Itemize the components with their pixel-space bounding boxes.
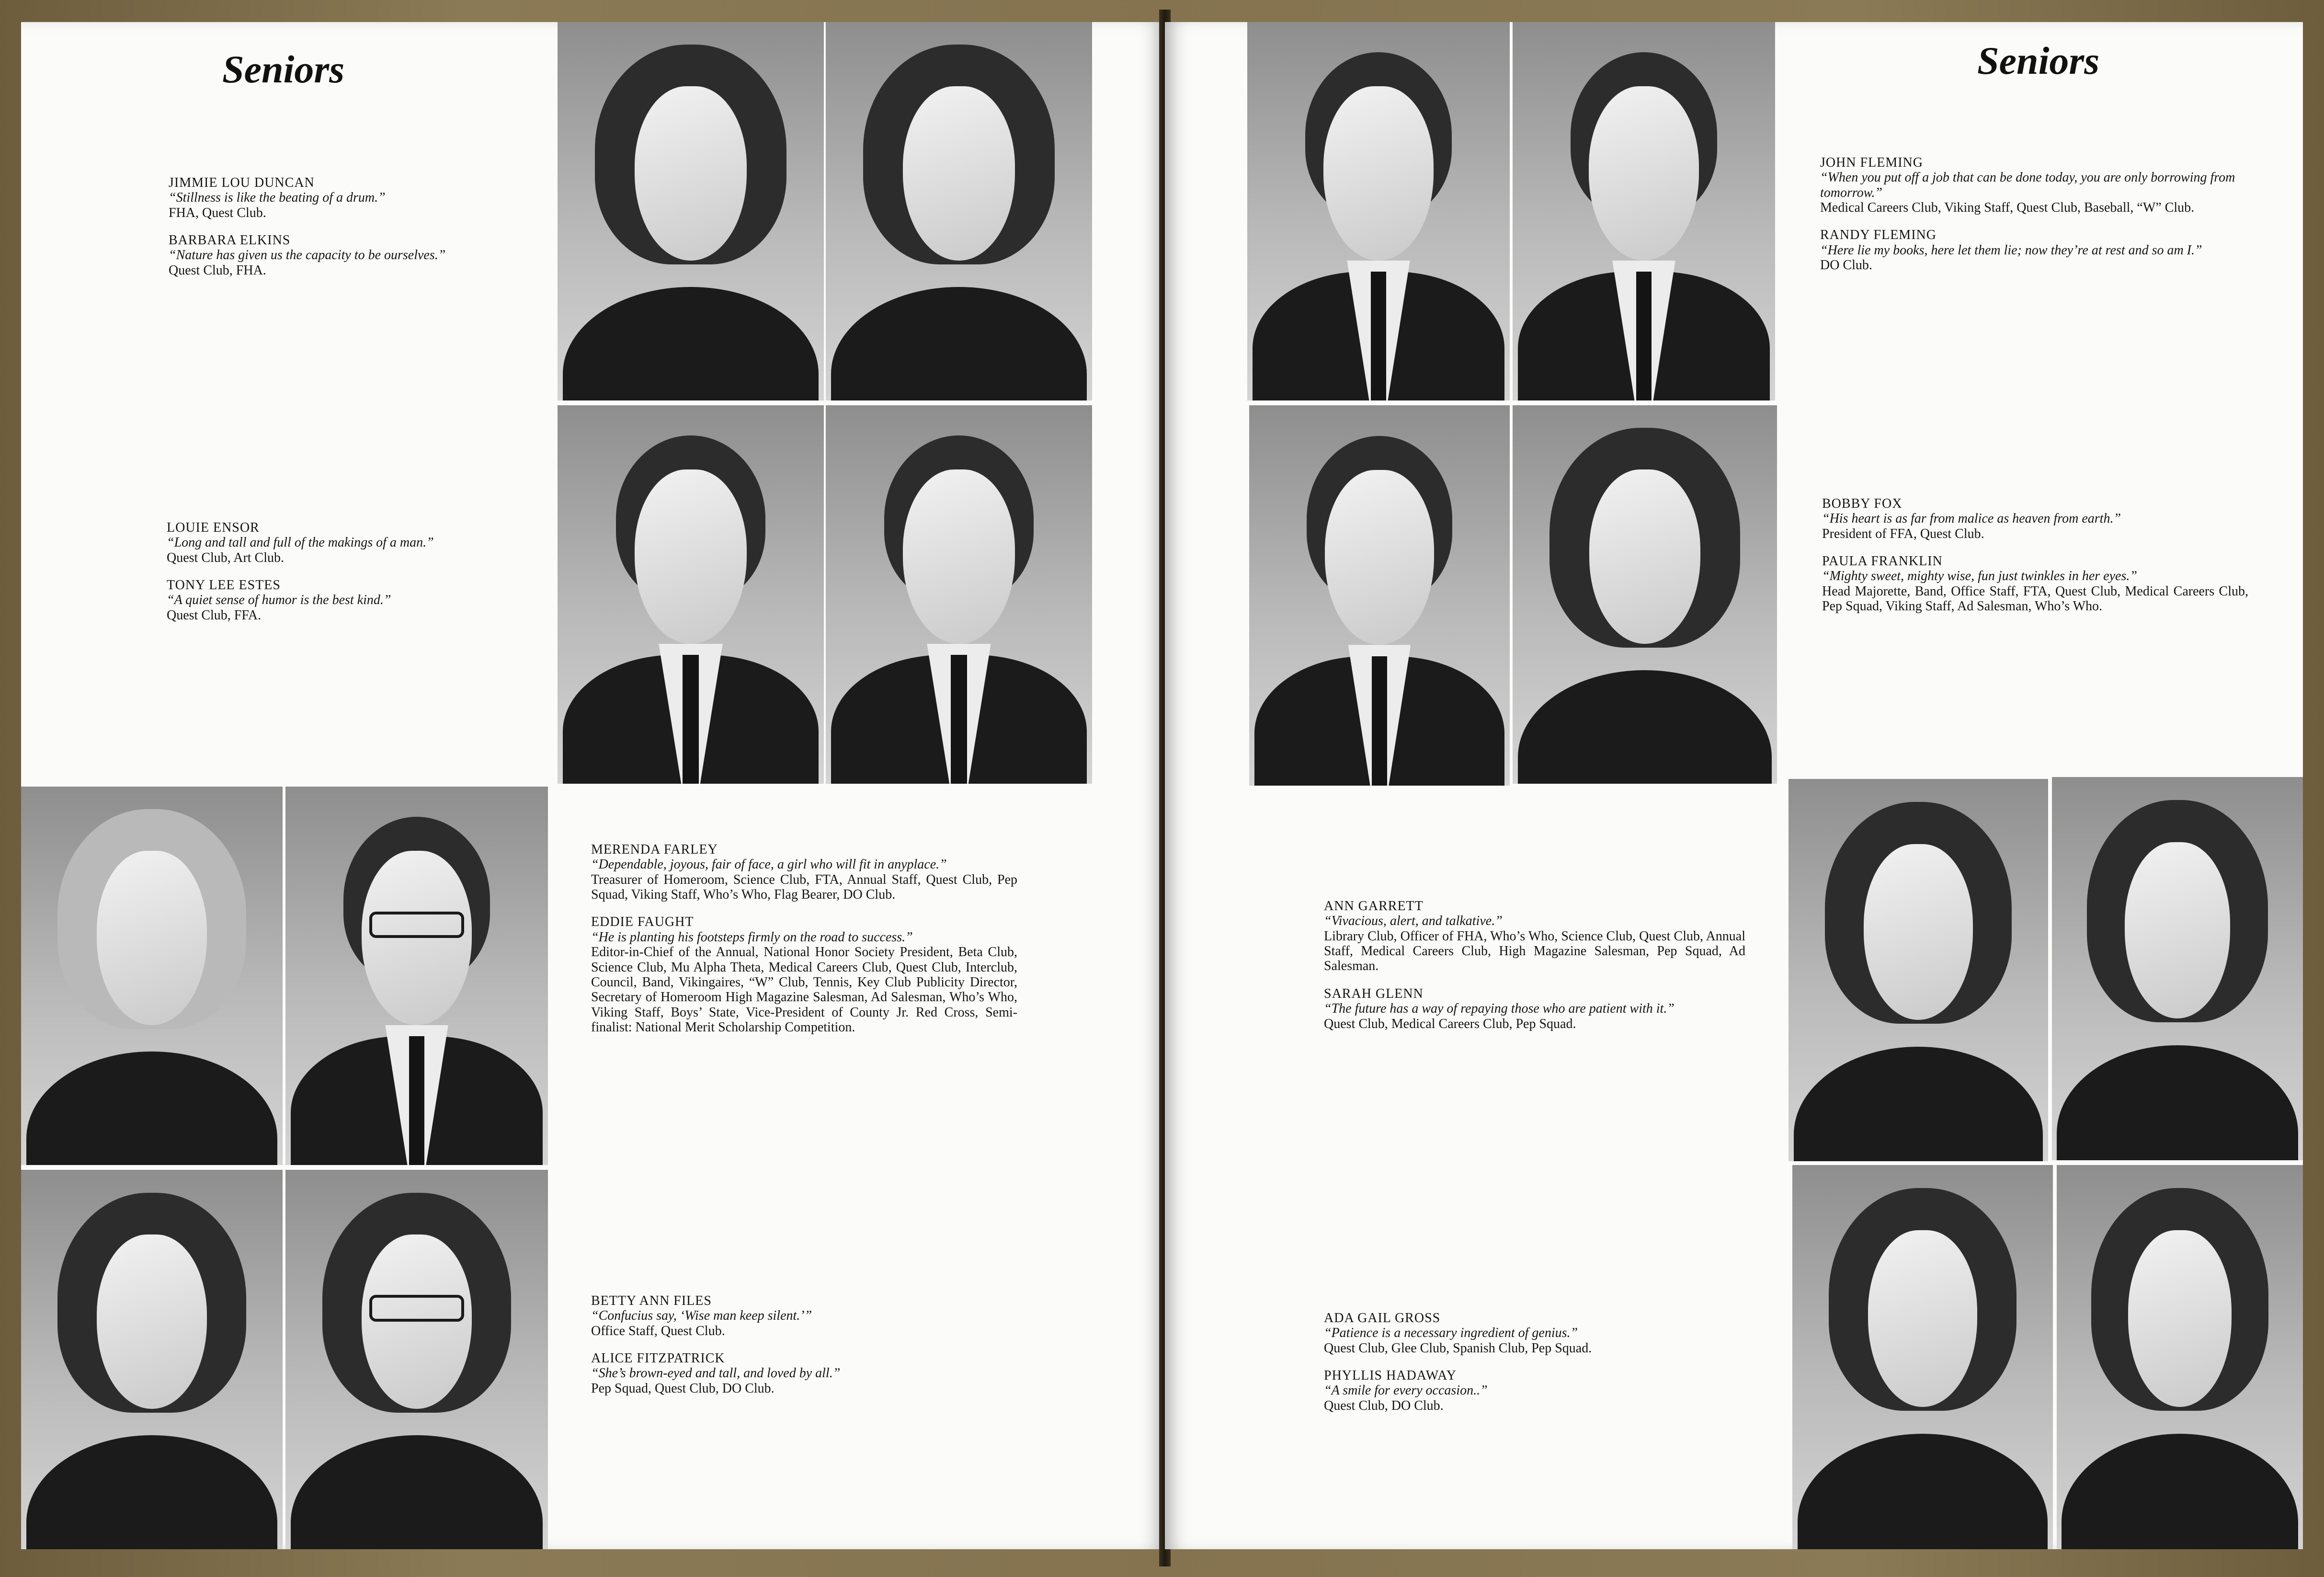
bio-group: [167, 520, 540, 635]
senior-name: PHYLLIS HADAWAY: [1324, 1368, 1457, 1383]
senior-name: ANN GARRETT: [1324, 899, 1424, 914]
senior-entry: [169, 175, 542, 220]
senior-name: JIMMIE LOU DUNCAN: [169, 175, 315, 190]
senior-activities: Quest Club, Art Club.: [167, 550, 285, 565]
senior-entry: [1324, 1311, 1745, 1356]
senior-activities: Editor-in-Chief of the Annual, National Honor Society President, Beta Club, Science Club, Mu Alpha Theta, Medical Careers Club, Quest Club, Interclub, Council, Band, Vikingaires, “W” Club, Tennis, Key Club Publicity Director, Secretary of Homeroom High Magazine Salesman, Ad Salesman, Who’s Who, Viking Staff, Boys’ State, Vice-President of County Jr. Red Cross, Semi-finalist: National Merit Scholarship Competition.: [591, 945, 1017, 1035]
senior-activities: Treasurer of Homeroom, Science Club, FTA, Annual Staff, Quest Club, Pep Squad, Viking Staff, Who’s Who, Flag Bearer, DO Club.: [591, 872, 1017, 903]
senior-activities: Pep Squad, Quest Club, DO Club.: [591, 1381, 775, 1396]
senior-name: BARBARA ELKINS: [169, 233, 291, 248]
senior-activities: Quest Club, FFA.: [167, 607, 262, 623]
right-page: [1165, 22, 2303, 1549]
page-heading: Seniors: [222, 47, 345, 91]
page-heading: Seniors: [1977, 39, 2100, 82]
senior-entry: [169, 233, 542, 278]
portrait-photo: [285, 787, 548, 1165]
senior-name: TONY LEE ESTES: [167, 578, 281, 593]
portrait-photo: [826, 22, 1092, 400]
glasses-detail: [369, 912, 464, 938]
portrait-photo: [1249, 405, 1510, 786]
senior-activities: Office Staff, Quest Club.: [591, 1323, 725, 1338]
senior-quote: “Confucius say, ‘Wise man keep silent.’”: [591, 1308, 812, 1324]
bio-group: [591, 842, 1017, 1047]
senior-activities: Library Club, Officer of FHA, Who’s Who, Science Club, Quest Club, Annual Staff, Medical Careers Club, High Magazine Salesman, Pep Squad, Ad Salesman.: [1324, 928, 1745, 974]
senior-entry: [591, 1293, 1017, 1338]
portrait-photo: [1789, 779, 2048, 1161]
portrait-photo: [21, 787, 283, 1165]
senior-quote: “The future has a way of repaying those who are patient with it.”: [1324, 1001, 1675, 1017]
senior-quote: “Patience is a necessary ingredient of genius.”: [1324, 1326, 1578, 1341]
senior-entry: [1324, 986, 1745, 1031]
senior-entry: [1324, 1368, 1745, 1413]
bio-group: [1822, 496, 2248, 627]
senior-quote: “He is planting his footsteps firmly on the road to success.”: [591, 929, 913, 945]
senior-name: SARAH GLENN: [1324, 986, 1424, 1001]
senior-quote: “Mighty sweet, mighty wise, fun just twinkles in her eyes.”: [1822, 569, 2137, 584]
senior-entry: [591, 914, 1017, 1035]
senior-quote: “When you put off a job that can be done today, you are only borrowing from tomorrow.”: [1820, 170, 2235, 200]
senior-quote: “Dependable, joyous, fair of face, a girl who will fit in anyplace.”: [591, 857, 947, 872]
senior-activities: Quest Club, Medical Careers Club, Pep Squad.: [1324, 1016, 1576, 1031]
senior-name: EDDIE FAUGHT: [591, 914, 694, 930]
senior-name: LOUIE ENSOR: [167, 520, 260, 535]
portrait-photo: [1247, 22, 1510, 400]
senior-entry: [1822, 554, 2248, 614]
senior-name: ADA GAIL GROSS: [1324, 1311, 1441, 1326]
portrait-photo: [1792, 1165, 2053, 1549]
senior-quote: “Nature has given us the capacity to be ourselves.”: [169, 248, 446, 263]
senior-entry: [1820, 228, 2246, 273]
senior-activities: Quest Club, Glee Club, Spanish Club, Pep Squad.: [1324, 1340, 1592, 1356]
senior-quote: “She’s brown-eyed and tall, and loved by all.”: [591, 1366, 841, 1381]
portrait-photo: [558, 22, 824, 400]
senior-activities: Medical Careers Club, Viking Staff, Quest Club, Baseball, “W” Club.: [1820, 200, 2195, 216]
senior-entry: [167, 520, 540, 565]
portrait-photo: [1513, 405, 1777, 784]
senior-quote: “Stillness is like the beating of a drum.”: [169, 190, 386, 206]
senior-quote: “Here lie my books, here let them lie; now they’re at rest and so am I.”: [1820, 242, 2202, 258]
bio-group: [591, 1293, 1017, 1408]
bio-group: [1820, 155, 2246, 286]
senior-activities: Quest Club, FHA.: [169, 263, 266, 278]
senior-entry: [1822, 496, 2248, 541]
portrait-photo: [1513, 22, 1775, 400]
bio-group: [1324, 1311, 1745, 1426]
senior-entry: [591, 1351, 1017, 1396]
portrait-photo: [285, 1170, 548, 1549]
senior-name: MERENDA FARLEY: [591, 842, 718, 857]
portrait-photo: [826, 405, 1092, 784]
senior-quote: “A smile for every occasion..”: [1324, 1383, 1488, 1398]
portrait-photo: [558, 405, 824, 784]
portrait-photo: [2057, 1165, 2303, 1549]
senior-name: RANDY FLEMING: [1820, 228, 1937, 243]
left-page: [21, 22, 1164, 1549]
senior-name: ALICE FITZPATRICK: [591, 1351, 725, 1366]
senior-activities: DO Club.: [1820, 258, 1872, 273]
bio-group: [1324, 899, 1745, 1044]
senior-entry: [1324, 899, 1745, 974]
portrait-photo: [21, 1170, 283, 1549]
senior-activities: Quest Club, DO Club.: [1324, 1398, 1444, 1413]
senior-entry: [591, 842, 1017, 902]
senior-activities: President of FFA, Quest Club.: [1822, 526, 1984, 541]
senior-name: JOHN FLEMING: [1820, 155, 1923, 170]
senior-name: PAULA FRANKLIN: [1822, 554, 1943, 569]
senior-quote: “Long and tall and full of the makings of a man.”: [167, 535, 434, 550]
senior-name: BOBBY FOX: [1822, 496, 1902, 511]
glasses-detail: [369, 1295, 464, 1321]
senior-quote: “His heart is as far from malice as heaven from earth.”: [1822, 511, 2121, 526]
senior-activities: Head Majorette, Band, Office Staff, FTA, Quest Club, Medical Careers Club, Pep Squad, Viking Staff, Ad Salesman, Who’s Who.: [1822, 583, 2248, 614]
portrait-photo: [2052, 777, 2303, 1160]
senior-entry: [167, 578, 540, 623]
senior-quote: “A quiet sense of humor is the best kind.”: [167, 593, 391, 608]
senior-activities: FHA, Quest Club.: [169, 205, 266, 220]
senior-entry: [1820, 155, 2246, 215]
senior-quote: “Vivacious, alert, and talkative.”: [1324, 914, 1503, 929]
bio-group: [169, 175, 542, 290]
senior-name: BETTY ANN FILES: [591, 1293, 712, 1308]
